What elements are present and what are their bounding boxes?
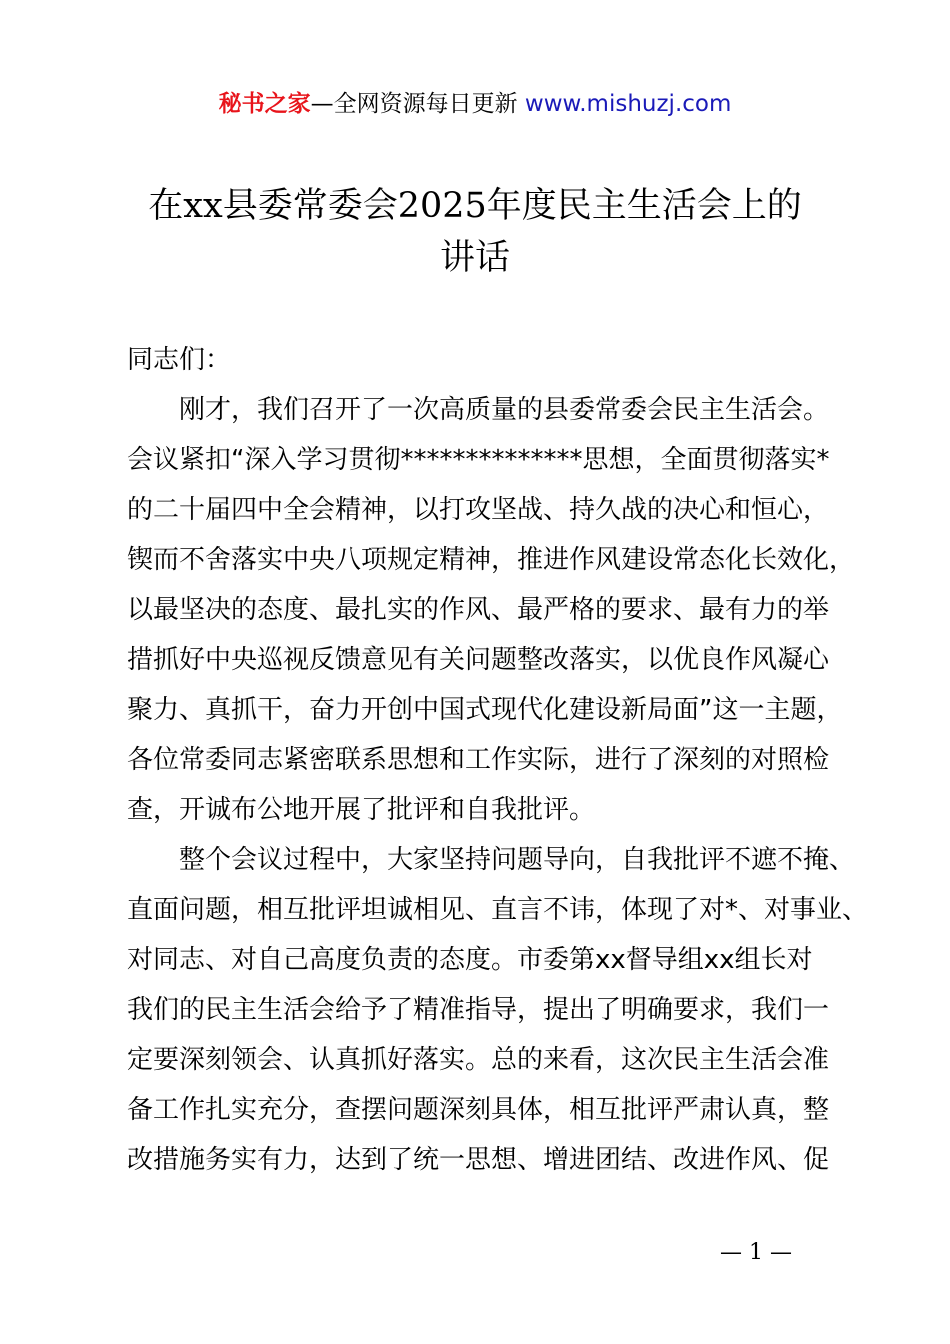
paragraph-2-line: 改措施务实有力，达到了统一思想、增进团结、改进作风、促 <box>127 1145 830 1175</box>
paragraph-2-line: 定要深刻领会、认真抓好落实。总的来看，这次民主生活会准 <box>127 1045 830 1075</box>
banner-slogan: —全网资源每日更新 <box>310 91 525 117</box>
speech-body <box>127 335 869 1185</box>
paragraph-1-line: 以最坚决的态度、最扎实的作风、最严格的要求、最有力的举 <box>127 595 830 625</box>
paragraph-2-line: 对同志、对自己高度负责的态度。市委第xx督导组xx组长对 <box>127 945 813 975</box>
paragraph-1-line: 锲而不舍落实中央八项规定精神，推进作风建设常态化长效化， <box>127 545 856 575</box>
banner-url[interactable]: www.mishuzj.com <box>524 91 732 117</box>
paragraph-1-line: 聚力、真抓干，奋力开创中国式现代化建设新局面”这一主题， <box>127 695 843 725</box>
paragraph-1-line: 会议紧扣“深入学习贯彻**************思想，全面贯彻落实* <box>127 445 830 475</box>
document-title <box>100 180 850 284</box>
paragraph-2-line: 直面问题，相互批评坦诚相见、直言不讳，体现了对*、对事业、 <box>127 895 869 925</box>
title-line-1: 在xx县委常委会2025年度民主生活会上的 <box>148 186 802 226</box>
paragraph-2-line: 整个会议过程中，大家坚持问题导向，自我批评不遮不掩、 <box>179 845 856 875</box>
paragraph-2-line: 备工作扎实充分，查摆问题深刻具体，相互批评严肃认真，整 <box>127 1095 830 1125</box>
title-line-2: 讲话 <box>439 238 510 278</box>
brand-name: 秘书之家 <box>218 91 311 117</box>
paragraph-1-line: 查，开诚布公地开展了批评和自我批评。 <box>127 795 596 825</box>
salutation: 同志们： <box>127 345 232 375</box>
paragraph-1-line: 刚才，我们召开了一次高质量的县委常委会民主生活会。 <box>179 395 830 425</box>
paragraph-2-line: 我们的民主生活会给予了精准指导，提出了明确要求，我们一 <box>127 995 830 1025</box>
site-banner <box>0 86 950 122</box>
paragraph-1-line: 措抓好中央巡视反馈意见有关问题整改落实，以优良作风凝心 <box>127 645 830 675</box>
paragraph-1-line: 的二十届四中全会精神，以打攻坚战、持久战的决心和恒心， <box>127 495 830 525</box>
paragraph-1-line: 各位常委同志紧密联系思想和工作实际，进行了深刻的对照检 <box>127 745 830 775</box>
page-number: — 1 — <box>720 1240 792 1265</box>
